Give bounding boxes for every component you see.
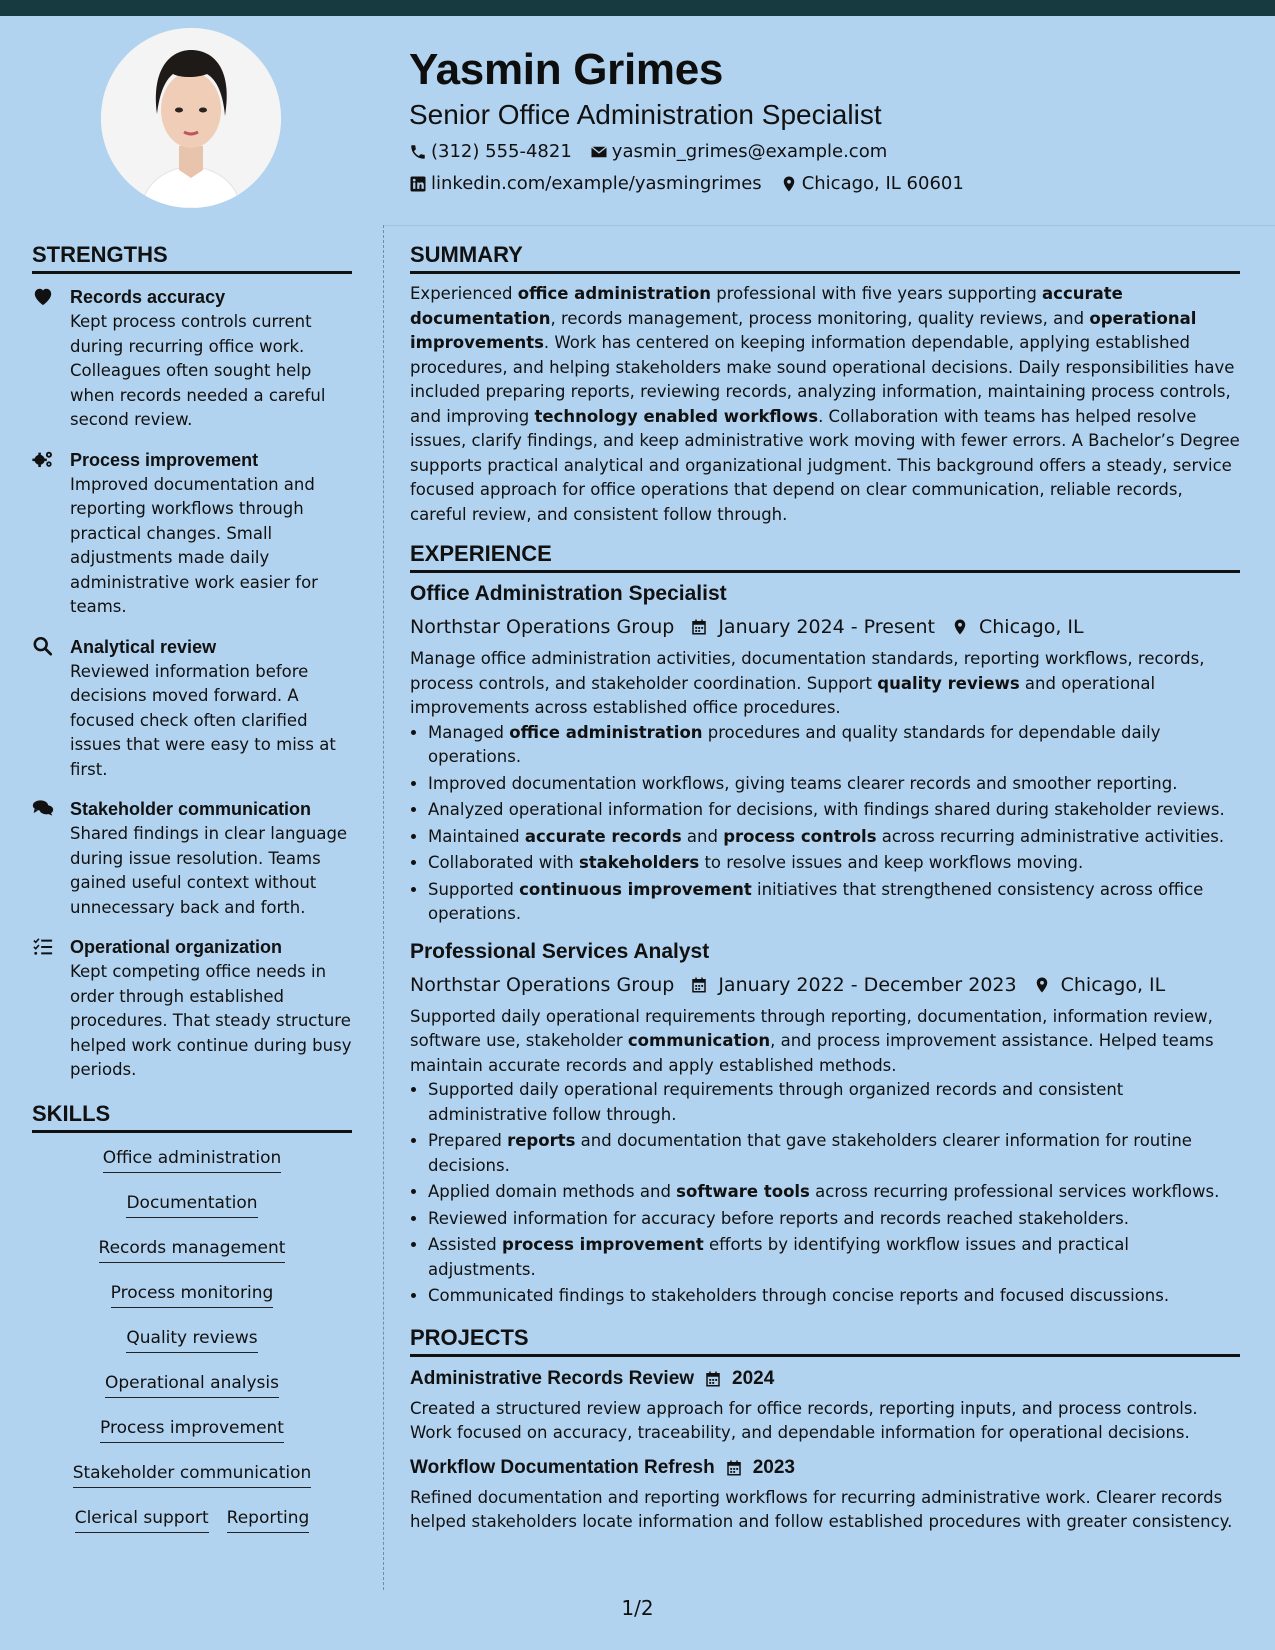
- skill-tag: Reporting: [227, 1505, 310, 1533]
- bullet-item: [428, 1180, 1240, 1205]
- emphasis-text: office administration: [517, 284, 711, 303]
- skill-tag: Operational analysis: [105, 1370, 279, 1398]
- email-text: yasmin_grimes@example.com: [611, 141, 888, 162]
- skill-tag: Documentation: [126, 1190, 257, 1218]
- location-text: Chicago, IL: [1060, 973, 1166, 996]
- text-run: efforts by identifying workflow issues and practical adjustments.: [428, 1235, 1129, 1279]
- job-location: [951, 611, 1084, 643]
- strength-description: Reviewed information before decisions moved forward. A focused check often clarified issues that were easy to miss at first.: [70, 661, 336, 779]
- location-text: Chicago, IL 60601: [801, 173, 964, 194]
- emphasis-text: process improvement: [502, 1235, 704, 1254]
- header-divider: [384, 225, 1275, 226]
- heart-icon: [32, 286, 54, 306]
- emphasis-text: continuous improvement: [519, 879, 752, 899]
- envelope-icon: [590, 143, 608, 161]
- job-dates: [690, 969, 1016, 1001]
- emphasis-text: office administration: [509, 722, 703, 742]
- projects-heading: PROJECTS: [410, 1323, 1240, 1357]
- emphasis-text: stakeholders: [578, 853, 700, 872]
- bullet-item: [428, 825, 1240, 850]
- map-pin-icon: [1033, 976, 1051, 994]
- text-run: professional with five years supporting: [711, 284, 1043, 303]
- summary-text: [410, 282, 1240, 527]
- calendar-icon: [690, 976, 708, 994]
- job-meta: [410, 969, 1240, 1001]
- bullet-item: [428, 1233, 1240, 1282]
- project-year: 2024: [732, 1367, 775, 1389]
- text-run: Assisted: [428, 1235, 503, 1254]
- strength-item: [32, 447, 352, 620]
- project-header: [410, 1454, 1240, 1482]
- phone-contact[interactable]: [409, 136, 572, 168]
- skills-list: [32, 1145, 352, 1550]
- bullet-item: [428, 878, 1240, 927]
- column-divider: [383, 225, 384, 1590]
- company-text: Northstar Operations Group: [410, 973, 675, 996]
- text-run: across recurring professional services workflows.: [809, 1182, 1220, 1201]
- text-run: , records management, process monitoring, quality reviews, and: [550, 308, 1090, 328]
- portrait-icon: [101, 28, 281, 208]
- job-dates: [690, 611, 935, 643]
- text-run: initiatives that strengthened consistency across office operations.: [428, 879, 1204, 923]
- experience-section: [410, 539, 1240, 1309]
- calendar-icon: [690, 618, 708, 636]
- strength-title: Operational organization: [70, 937, 283, 957]
- skill-tag: Stakeholder communication: [73, 1460, 312, 1488]
- emphasis-text: technology enabled workflows: [534, 406, 819, 426]
- linkedin-contact[interactable]: [409, 168, 762, 200]
- experience-heading: EXPERIENCE: [410, 539, 1240, 573]
- strength-description: Kept competing office needs in order through established procedures. That steady structure helped work continue during busy periods.: [70, 962, 352, 1079]
- location-contact: [780, 168, 964, 200]
- job-title: Office Administration Specialist: [410, 582, 727, 605]
- job-description: [410, 1005, 1240, 1079]
- location-text: Chicago, IL: [978, 616, 1084, 638]
- strength-item: [32, 934, 352, 1083]
- text-run: and: [681, 826, 724, 846]
- strength-title: Analytical review: [70, 636, 217, 657]
- top-bar: [0, 0, 1275, 16]
- bullet-item: [428, 1129, 1240, 1178]
- bullet-item: [428, 1284, 1240, 1309]
- strength-title: Stakeholder communication: [70, 799, 312, 819]
- project-entry: [410, 1454, 1240, 1535]
- emphasis-text: accurate documentation: [410, 284, 1123, 328]
- text-run: , and process improvement assistance. Helped teams maintain accurate records and apply established methods.: [410, 1031, 1214, 1075]
- checklist-icon: [32, 936, 54, 956]
- job-bullets: [410, 1078, 1240, 1309]
- bullet-item: [428, 1207, 1240, 1232]
- bullet-item: [428, 851, 1240, 876]
- text-run: Maintained: [428, 826, 525, 846]
- skill-tag: Process improvement: [100, 1415, 284, 1443]
- project-entry: [410, 1365, 1240, 1446]
- strength-description: Kept process controls current during recurring office work. Colleagues often sought help when records needed a careful second review.: [70, 312, 326, 429]
- text-run: across recurring administrative activities.: [876, 826, 1225, 846]
- phone-icon: [409, 143, 427, 161]
- text-run: Supported: [428, 879, 520, 899]
- calendar-icon: [725, 1459, 743, 1477]
- linkedin-icon: [409, 175, 427, 193]
- text-run: Reviewed information for accuracy before reports and records reached stakeholders.: [428, 1208, 1130, 1228]
- map-pin-icon: [780, 175, 798, 193]
- emphasis-text: software tools: [676, 1182, 810, 1201]
- text-run: . Work has centered on keeping information dependable, applying established procedures, and helping stakeholders make sound operational decisions. Daily responsibilities have included preparing reports, reviewing records, analyzing information, maintaining process controls, and improving: [410, 333, 1235, 426]
- emphasis-text: reports: [507, 1131, 576, 1150]
- text-run: Experienced: [410, 284, 518, 303]
- emphasis-text: operational improvements: [410, 308, 1197, 352]
- job-meta: [410, 611, 1240, 643]
- project-description: Created a structured review approach for office records, reporting inputs, and process controls. Work focused on accuracy, traceability, and dependable information for operational decisions.: [410, 1398, 1198, 1442]
- job-company: [410, 969, 674, 1001]
- strength-item: [32, 634, 352, 783]
- strength-title: Process improvement: [70, 449, 259, 470]
- strength-item: [32, 284, 352, 433]
- summary-heading: SUMMARY: [410, 240, 1240, 274]
- job-bullets: [410, 721, 1240, 927]
- project-description: Refined documentation and reporting workflows for recurring administrative work. Clearer records helped stakeholders locate information and follow established procedures with greater consistency.: [410, 1487, 1233, 1531]
- candidate-name: Yasmin Grimes: [409, 45, 724, 94]
- text-run: Supported daily operational requirements through organized records and consistent administrative follow through.: [428, 1080, 1124, 1124]
- project-title: Workflow Documentation Refresh: [410, 1456, 715, 1478]
- skill-tag: Office administration: [103, 1145, 282, 1173]
- project-header: [410, 1365, 1240, 1393]
- text-run: to resolve issues and keep workflows moving.: [699, 853, 1084, 872]
- text-run: Collaborated with: [428, 853, 579, 872]
- project-title: Administrative Records Review: [410, 1367, 695, 1389]
- strength-item: [32, 796, 352, 920]
- linkedin-text: linkedin.com/example/yasmingrimes: [431, 173, 762, 194]
- skill-tag: Quality reviews: [126, 1325, 257, 1353]
- text-run: Applied domain methods and: [428, 1182, 677, 1201]
- strengths-heading: STRENGTHS: [32, 240, 352, 274]
- job-entry: [410, 937, 1240, 1309]
- search-icon: [32, 636, 54, 656]
- skill-tag: Clerical support: [75, 1505, 209, 1533]
- page-number: 1/2: [621, 1596, 654, 1620]
- text-run: procedures and quality standards for dependable daily operations.: [428, 722, 1161, 766]
- text-run: Managed: [428, 722, 510, 742]
- email-contact[interactable]: [590, 136, 887, 168]
- skills-section: [32, 1099, 352, 1550]
- text-run: Prepared: [428, 1131, 508, 1150]
- text-run: Supported daily operational requirements through reporting, documentation, information review, software use, stakeholder: [410, 1006, 1213, 1050]
- contact-info: [409, 136, 1239, 200]
- right-column: [410, 240, 1240, 1535]
- profile-photo: [101, 28, 281, 208]
- skills-heading: SKILLS: [32, 1099, 352, 1133]
- text-run: . Collaboration with teams has helped resolve issues, clarify findings, and keep administrative work moving with fewer errors. A Bachelor’s Degree supports practical analytical and organizational judgment. This background offers a steady, service focused approach for office operations that depend on clear communication, reliable records, careful review, and consistent follow through.: [410, 406, 1240, 524]
- left-column: [32, 240, 352, 1550]
- bullet-item: [428, 798, 1240, 823]
- job-description: [410, 647, 1240, 721]
- map-pin-icon: [951, 618, 969, 636]
- emphasis-text: accurate records: [524, 826, 682, 846]
- text-run: and documentation that gave stakeholders clearer information for routine decisions.: [428, 1131, 1192, 1175]
- strength-description: Improved documentation and reporting workflows through practical changes. Small adjustments made daily administrative work easier for teams.: [70, 474, 318, 616]
- text-run: Manage office administration activities, documentation standards, reporting workflows, records, process controls, and stakeholder coordination. Support: [410, 649, 1205, 693]
- chat-icon: [32, 798, 54, 818]
- phone-text: (312) 555-4821: [431, 141, 572, 162]
- text-run: Improved documentation workflows, giving teams clearer records and smoother reporting.: [428, 773, 1178, 793]
- job-location: [1033, 969, 1166, 1001]
- text-run: Analyzed operational information for decisions, with findings shared during stakeholder reviews.: [428, 800, 1225, 819]
- skill-tag: Process monitoring: [111, 1280, 274, 1308]
- job-title: Professional Services Analyst: [410, 939, 710, 963]
- bullet-item: [428, 721, 1240, 770]
- text-run: and operational improvements across established office procedures.: [410, 673, 1156, 717]
- project-year: 2023: [752, 1456, 796, 1478]
- emphasis-text: quality reviews: [877, 673, 1020, 693]
- bullet-item: [428, 1078, 1240, 1127]
- emphasis-text: communication: [627, 1031, 771, 1050]
- job-company: [410, 611, 674, 643]
- dates-text: January 2024 - Present: [718, 616, 935, 638]
- strengths-list: [32, 284, 352, 1083]
- job-entry: [410, 579, 1240, 927]
- calendar-icon: [704, 1370, 722, 1388]
- bullet-item: [428, 772, 1240, 797]
- candidate-role: Senior Office Administration Specialist: [409, 99, 882, 130]
- strength-title: Records accuracy: [70, 287, 226, 307]
- text-run: Communicated findings to stakeholders through concise reports and focused discussions.: [428, 1286, 1170, 1305]
- skill-tag: Records management: [99, 1235, 286, 1263]
- company-text: Northstar Operations Group: [410, 616, 675, 638]
- strength-description: Shared findings in clear language during issue resolution. Teams gained useful context without unnecessary back and forth.: [70, 824, 348, 917]
- resume-header: [409, 44, 1239, 200]
- gears-icon: [32, 449, 54, 469]
- projects-section: [410, 1323, 1240, 1535]
- dates-text: January 2022 - December 2023: [718, 973, 1017, 996]
- emphasis-text: process controls: [723, 826, 877, 846]
